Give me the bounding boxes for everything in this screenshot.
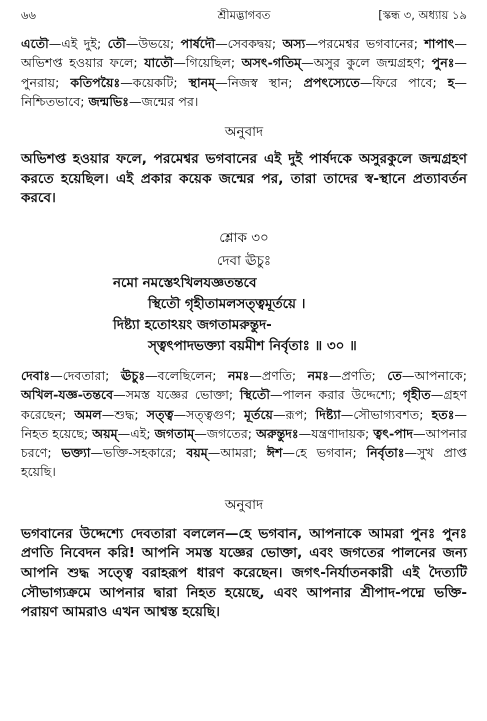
synonym-meaning: —অভিশপ্ত হওয়ার ফলে; — [21, 36, 467, 71]
synonym-meaning: —এই; — [117, 425, 155, 441]
synonym-term: অস্য — [282, 36, 306, 51]
synonym-term: অসৎ-গতিম্ — [241, 55, 302, 71]
translation-text-1: অভিশপ্ত হওয়ার ফলে, পরমেশ্বর ভগবানের এই দুই পার্ষদকে অসুরকুলে জন্মগ্রহণ করতে হয়েছিল। এই প্রকার কয়েক জন্মের পর, তারা তাদের স্ব-স্থানে প্রত্যাবর্তন করবে। — [21, 151, 467, 207]
synonyms-block-2 — [21, 366, 467, 482]
synonym-meaning: —শুদ্ধ; — [101, 406, 147, 422]
synonym-meaning: —আপনাকে; — [401, 367, 467, 383]
synonym-meaning: —অসুর কুলে জন্মগ্রহণ; — [301, 55, 432, 71]
synonym-meaning: —যন্ত্রণাদায়ক; — [298, 425, 374, 441]
synonym-term: তে — [387, 367, 402, 383]
synonym-term: নমঃ — [228, 367, 250, 383]
synonym-meaning: —নিশ্চিতভাবে; — [21, 74, 467, 109]
synonym-term: ঊচুঃ — [120, 367, 146, 383]
synonym-term: অখিল-যজ্ঞ-তন্তবে — [21, 387, 114, 403]
synonym-term: ত্বৎ-পাদ — [373, 425, 414, 441]
synonym-term: হতঃ — [431, 406, 455, 422]
synonym-meaning: —রূপ; — [272, 406, 316, 422]
synonym-term: স্থিতৌ — [239, 387, 270, 403]
synonym-term: দিষ্ট্যা — [315, 406, 341, 422]
synonym-term: সত্ত্ব — [146, 406, 174, 422]
synonym-meaning: —সমস্ত যজ্ঞের ভোক্তা; — [113, 387, 240, 403]
synonym-term: বয়ম্ — [186, 445, 208, 461]
synonyms-block-1 — [21, 34, 467, 111]
translation-heading-1: অনুবাদ — [224, 124, 264, 141]
synonym-meaning: —প্রণতি; — [328, 367, 388, 383]
synonym-term: অমল — [74, 406, 102, 422]
synonym-meaning: —পুনরায়; — [21, 55, 468, 90]
synonym-meaning: —এই দুই; — [48, 36, 108, 51]
synonym-term: স্থানম্ — [188, 74, 216, 90]
synonym-meaning: —হে ভগবান; — [282, 445, 367, 461]
verse-speaker: দেবা ঊচুঃ — [216, 252, 272, 269]
synonym-meaning: —আপনার চরণে; — [21, 425, 467, 461]
synonym-term: পুনঃ — [431, 55, 455, 71]
verse-line-2: স্থিতৌ গৃহীতামলসত্ত্বমূর্তয়ে । — [148, 295, 306, 312]
synonym-meaning: —জগতের; — [194, 425, 257, 441]
synonym-meaning: —পরমেশ্বর ভগবানের; — [305, 36, 425, 51]
verse-line-1: নমো নমস্তেঽখিলযজ্ঞতন্তবে — [113, 274, 257, 291]
synonym-meaning: —কয়েকটি; — [120, 74, 189, 90]
synonym-meaning: —সুখ প্রাপ্ত হয়েছি। — [21, 445, 467, 480]
synonym-meaning: —নিহত হয়েছে; — [21, 406, 467, 441]
verse-line-3: দিষ্ট্যা হতোঽয়ং জগতামরুন্তুদ- — [113, 316, 272, 333]
synonym-term: প্রপৎস্যেতে — [303, 74, 360, 90]
synonym-term: তৌ — [107, 36, 126, 51]
synonym-term: হ — [447, 74, 455, 90]
page-number: ৬৬ — [21, 8, 36, 22]
synonym-meaning: —সত্ত্বগুণ; — [173, 406, 245, 422]
synonym-meaning: —নিজস্ব স্থান; — [215, 74, 304, 90]
synonym-meaning: —দেবতারা; — [50, 367, 121, 383]
synonym-term: যাতৌ — [144, 55, 174, 71]
synonym-term: গৃহীত — [402, 387, 431, 403]
synonym-term: অয়ম্ — [92, 425, 118, 441]
synonym-term: পার্ষদৌ — [180, 36, 216, 51]
verse-text — [21, 273, 467, 357]
synonym-meaning: —পালন করার উদ্দেশ্যে; — [269, 387, 403, 403]
synonym-term: মূর্তয়ে — [244, 406, 273, 422]
synonym-meaning: —গ্রহণ করেছেন; — [21, 387, 467, 422]
synonym-term: জন্মভিঃ — [88, 93, 130, 109]
synonym-meaning: —ভক্তি-সহকারে; — [90, 445, 187, 461]
section-reference: [স্কন্ধ ৩, অধ্যায় ১৯ — [378, 8, 467, 22]
synonym-meaning: —বলেছিলেন; — [145, 367, 229, 383]
verse-heading: শ্লোক ৩০ — [219, 229, 269, 246]
synonym-meaning: —আমরা; — [207, 445, 267, 461]
synonym-term: দেবাঃ — [21, 367, 51, 383]
synonym-term: নমঃ — [307, 367, 329, 383]
synonym-term: শাপাৎ — [424, 36, 455, 51]
book-title: শ্রীমদ্ভাগবত — [217, 8, 271, 22]
synonym-term: ভক্ত্যা — [61, 445, 91, 461]
synonym-term: জগতাম্ — [154, 425, 195, 441]
synonym-meaning: —উভয়ে; — [125, 36, 181, 51]
synonym-meaning: —সেবকদ্বয়; — [215, 36, 283, 51]
synonym-term: নির্বৃতাঃ — [366, 445, 405, 461]
synonym-term: এতৌ — [21, 36, 49, 51]
translation-text-2: ভগবানের উদ্দেশ্যে দেবতারা বললেন—হে ভগবান, আপনাকে আমরা পুনঃ পুনঃ প্রণতি নিবেদন করি! আপনি সমস্ত যজ্ঞের ভোক্তা, এবং জগতের পালনের জন্য আপনি শুদ্ধ সত্ত্বে বরাহরূপ ধারণ করেছেন। জগৎ-নির্যাতনকারী এই দৈত্যটি সৌভাগ্যক্রমে আপনার দ্বারা নিহত হয়েছে, এবং আপনার শ্রীপাদ-পদ্মে ভক্তি-পরায়ণ আমরাও এখন আশ্বস্ত হয়েছি। — [21, 525, 467, 621]
synonym-term: ঈশ — [266, 445, 283, 461]
page-header — [21, 0, 467, 34]
translation-heading-2: অনুবাদ — [224, 496, 264, 513]
synonym-term: অরুন্তুদঃ — [256, 425, 299, 441]
synonym-meaning: —গিয়েছিল; — [173, 55, 242, 71]
synonym-term: কতিপয়ৈঃ — [70, 74, 121, 90]
synonym-meaning: —ফিরে পাবে; — [359, 74, 448, 90]
synonym-meaning: —জন্মের পর। — [129, 93, 199, 109]
synonym-meaning: —প্রণতি; — [249, 367, 308, 383]
verse-line-4: স্ত্বৎপাদভক্ত্যা বয়মীশ নির্বৃতাঃ ॥ ৩০ ॥ — [148, 337, 357, 354]
synonym-meaning: —সৌভাগ্যবশত; — [340, 406, 432, 422]
